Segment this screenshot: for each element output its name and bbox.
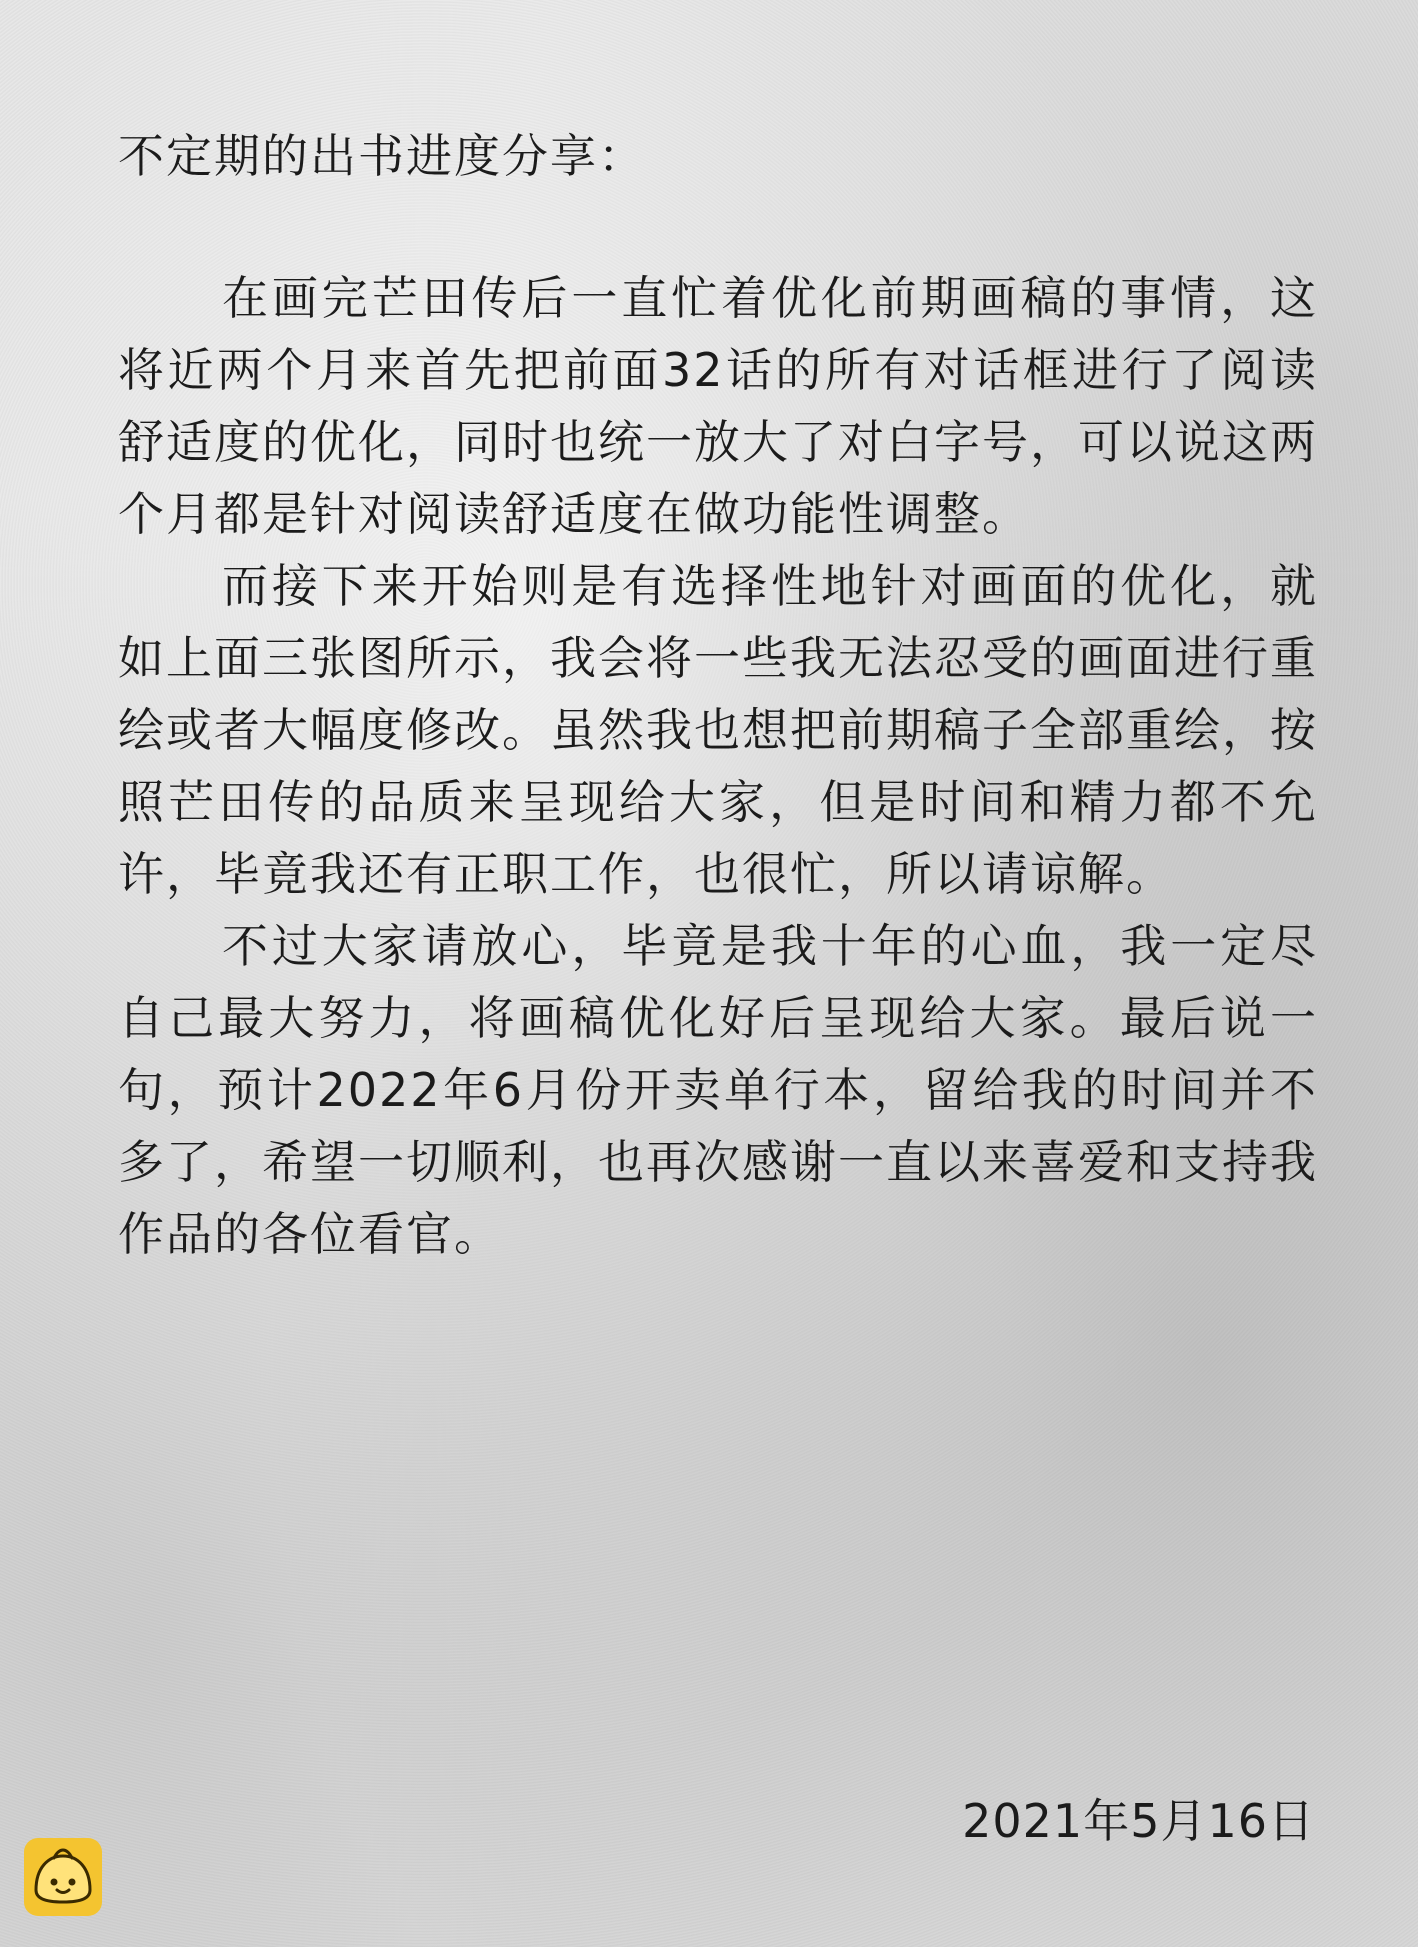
letter-date: 2021年5月16日 bbox=[962, 1794, 1315, 1848]
letter-heading: 不定期的出书进度分享： bbox=[118, 129, 646, 183]
letter bbox=[118, 120, 1318, 1270]
paragraph-1: 在画完芒田传后一直忙着优化前期画稿的事情，这将近两个月来首先把前面32话的所有对话框进行了阅读舒适度的优化，同时也统一放大了对白字号，可以说这两个月都是针对阅读舒适度在做功能性调整。 bbox=[118, 271, 1318, 541]
bun-mascot-icon bbox=[24, 1838, 102, 1916]
paragraph-2: 而接下来开始则是有选择性地针对画面的优化，就如上面三张图所示，我会将一些我无法忍受的画面进行重绘或者大幅度修改。虽然我也想把前期稿子全部重绘，按照芒田传的品质来呈现给大家，但是时间和精力都不允许，毕竟我还有正职工作，也很忙，所以请谅解。 bbox=[118, 559, 1318, 901]
paragraph-3: 不过大家请放心，毕竟是我十年的心血，我一定尽自己最大努力，将画稿优化好后呈现给大家。最后说一句，预计2022年6月份开卖单行本，留给我的时间并不多了，希望一切顺利，也再次感谢一直以来喜爱和支持我作品的各位看官。 bbox=[118, 919, 1318, 1261]
